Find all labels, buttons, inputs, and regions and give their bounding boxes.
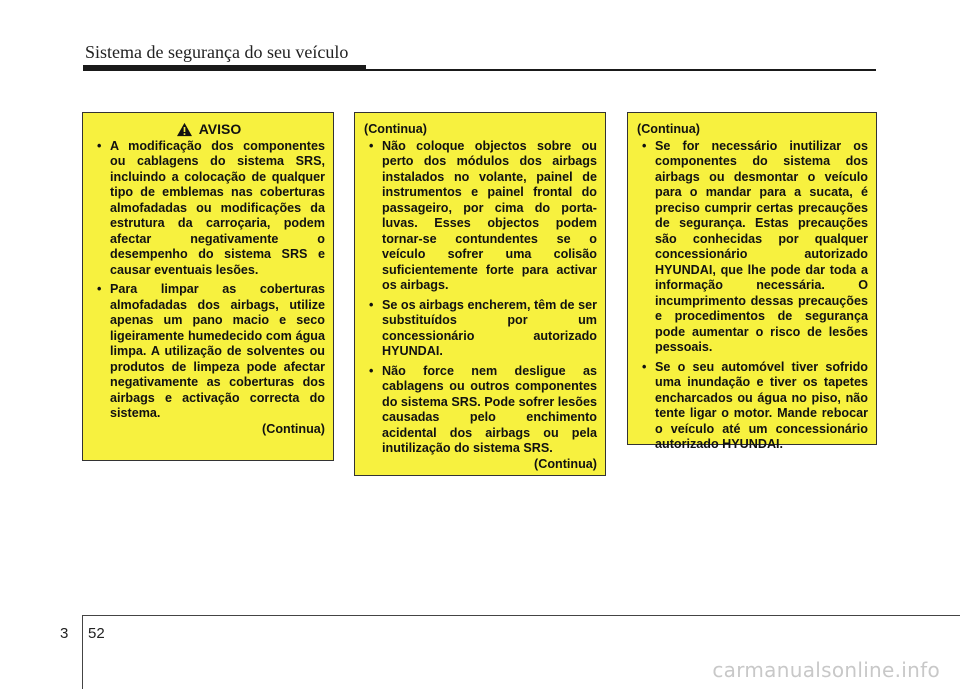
list-item: • Não coloque objectos sobre ou perto dos módulos dos airbags instalados no volante, painel de instrumentos e painel frontal do passageiro, por cima do porta-luvas. Esses objectos podem tornar-se contundentes se o veículo sofrer uma colisão suficientemente forte para activar os airbags. [364, 139, 597, 294]
warning-box-2 [354, 112, 606, 476]
list-item: • Se o seu automóvel tiver sofrido uma inundação e tiver os tapetes encharcados ou água no piso, não tente ligar o motor. Mande rebocar o veículo até um concessionário autorizado HYUNDAI. [637, 360, 868, 453]
header-rule-thin [366, 69, 876, 71]
warning-list-3 [637, 139, 868, 453]
warning-title-text: AVISO [198, 121, 242, 137]
page-header-title: Sistema de segurança do seu veículo [85, 42, 349, 62]
continued-label: (Continua) [262, 421, 325, 436]
page-number: 52 [88, 625, 105, 642]
list-item: • Se for necessário inutilizar os componentes do sistema dos airbags ou desmontar o veículo para o mandar para a sucata, é preciso cumprir certas precauções de segurança. Estas precauções são conhecidas por qualquer concessionário autorizado HYUNDAI, que lhe pode dar toda a informação necessária. O incumprimento dessas precauções e procedimentos de segurança pode aumentar o risco de lesões pessoais. [637, 139, 868, 356]
list-item: • A modificação dos componentes ou cablagens do sistema SRS, incluindo a colocação de qualquer tipo de emblemas nas coberturas almofadadas ou modificações da estrutura da carroçaria, podem afectar negativamente o desempenho do sistema SRS e causar eventuais lesões. [92, 139, 325, 279]
footer-rule-vertical [82, 615, 83, 689]
warning-list-1 [92, 139, 325, 422]
watermark: carmanualsonline.info [712, 658, 940, 682]
continued-label: (Continua) [534, 456, 597, 471]
list-item: • Se os airbags encherem, têm de ser substituídos por um concessionário autorizado HYUNDAI. [364, 298, 597, 360]
warning-list-2 [364, 139, 597, 457]
continued-top-label: (Continua) [637, 122, 700, 136]
warning-triangle-icon [176, 122, 193, 137]
list-item: • Para limpar as coberturas almofadadas dos airbags, utilize apenas um pano macio e seco ligeiramente humedecido com água limpa. A utilização de solventes ou produtos de limpeza pode afectar negativamente as coberturas dos airbags e activação correcta do sistema. [92, 282, 325, 422]
footer-rule-horizontal [82, 615, 960, 616]
header-rule-thick [83, 65, 366, 71]
warning-box-1 [82, 112, 334, 461]
warning-title [92, 122, 325, 138]
warning-box-3 [627, 112, 877, 451]
continued-top-label: (Continua) [364, 122, 427, 136]
list-item: • Não force nem desligue as cablagens ou outros componentes do sistema SRS. Pode sofrer lesões causadas pelo enchimento acidental dos airbags ou pela inutilização do sistema SRS. [364, 364, 597, 457]
section-number: 3 [60, 625, 69, 642]
